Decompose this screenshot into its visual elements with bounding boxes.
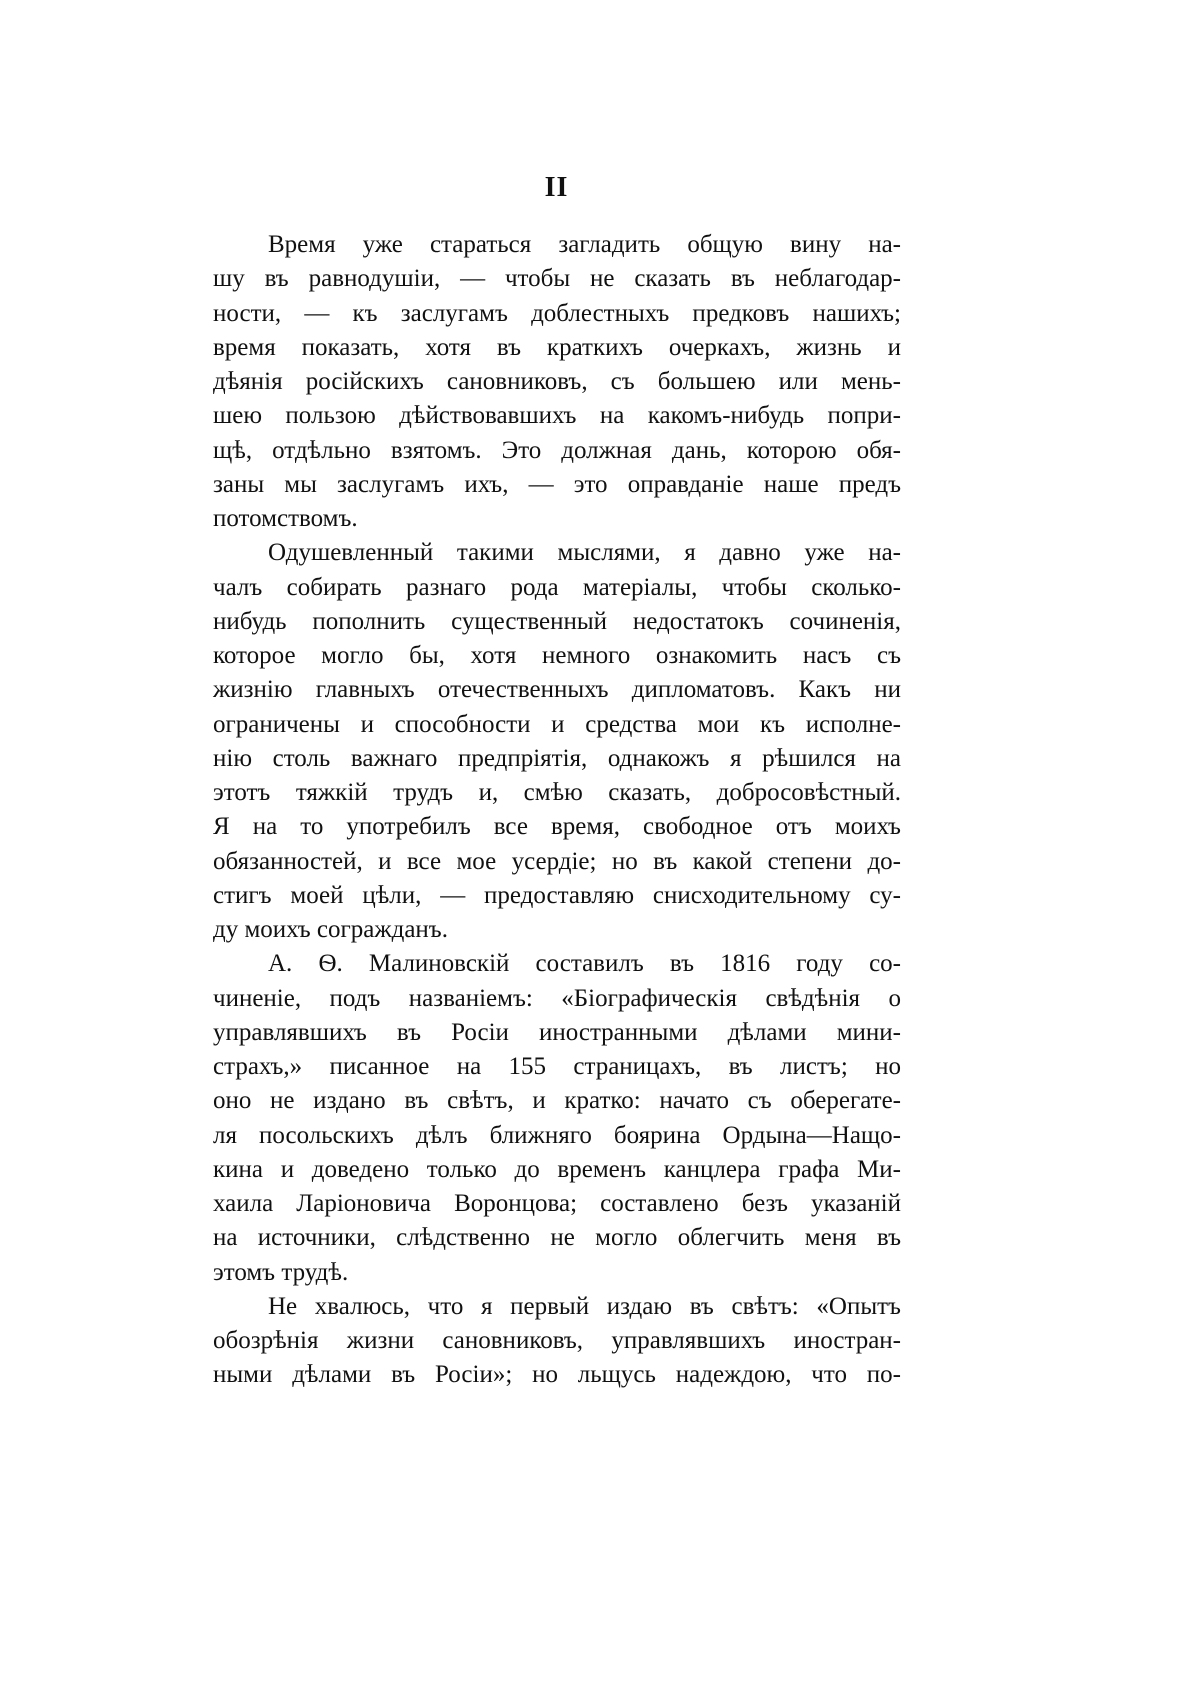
text-line: оно не издано въ свѣтъ, и кратко: начато съ оберегате- bbox=[213, 1087, 901, 1115]
text-line: управлявшихъ въ Росіи иностранными дѣлами мини- bbox=[213, 1018, 901, 1046]
text-line: потомствомъ. bbox=[213, 505, 358, 532]
page-body-text bbox=[213, 228, 901, 1393]
text-line: А. Ѳ. Малиновскій составилъ въ 1816 году со- bbox=[268, 950, 901, 978]
text-line: нію столь важнаго предпріятія, однакожъ я рѣшился на bbox=[213, 744, 901, 772]
text-line: дѣянія російскихъ сановниковъ, съ большею или мень- bbox=[213, 368, 901, 395]
text-line: ными дѣлами въ Росіи»; но льщусь надеждою, что по- bbox=[213, 1361, 901, 1389]
text-line: хаила Ларіоновича Воронцова; составлено безъ указаній bbox=[213, 1190, 901, 1217]
text-line: ля посольскихъ дѣлъ ближняго боярина Ордына—Нащо- bbox=[213, 1121, 901, 1149]
text-line: Не хвалюсь, что я первый издаю въ свѣтъ: «Опытъ bbox=[268, 1292, 901, 1320]
text-line: жизнію главныхъ отечественныхъ дипломатовъ. Какъ ни bbox=[213, 676, 901, 704]
text-line: кина и доведено только до временъ канцлера графа Ми- bbox=[213, 1155, 901, 1183]
text-line: шею пользою дѣйствовавшихъ на какомъ-нибудь попри- bbox=[213, 402, 901, 430]
text-line: обязанностей, и все мое усердіе; но въ какой степени до- bbox=[213, 847, 901, 875]
text-line: обозрѣнія жизни сановниковъ, управлявшихъ иностран- bbox=[213, 1327, 901, 1354]
text-line: Я на то употребилъ все время, свободное отъ моихъ bbox=[213, 813, 901, 841]
text-line: которое могло бы, хотя немного ознакомить насъ съ bbox=[213, 642, 901, 669]
text-line: нибудь пополнить существенный недостатокъ сочиненія, bbox=[213, 607, 901, 635]
text-line: на источники, слѣдственно не могло облегчить меня въ bbox=[213, 1224, 901, 1252]
text-line: этотъ тяжкій трудъ и, смѣю сказать, добросовѣстный. bbox=[213, 779, 901, 806]
page-number-header: II bbox=[544, 172, 569, 203]
text-line: чалъ собирать разнаго рода матеріалы, чтобы сколько- bbox=[213, 573, 901, 601]
text-line: ности, — къ заслугамъ доблестныхъ предковъ нашихъ; bbox=[213, 299, 901, 327]
text-line: этомъ трудѣ. bbox=[213, 1258, 349, 1286]
text-line: заны мы заслугамъ ихъ, — это оправданіе наше предъ bbox=[213, 470, 901, 498]
text-line: страхъ,» писанное на 155 страницахъ, въ листъ; но bbox=[213, 1053, 901, 1080]
text-line: щѣ, отдѣльно взятомъ. Это должная дань, которою обя- bbox=[213, 436, 901, 464]
text-line: время показать, хотя въ краткихъ очеркахъ, жизнь и bbox=[213, 333, 901, 361]
text-line: ограничены и способности и средства мои къ исполне- bbox=[213, 710, 901, 738]
text-line: стигъ моей цѣли, — предоставляю снисходительному су- bbox=[213, 881, 901, 909]
text-line: ду моихъ согражданъ. bbox=[213, 916, 448, 943]
text-line: Время уже стараться загладить общую вину на- bbox=[268, 231, 901, 258]
text-line: шу въ равнодушіи, — чтобы не сказать въ неблагодар- bbox=[213, 265, 901, 293]
text-line: Одушевленный такими мыслями, я давно уже на- bbox=[268, 539, 901, 567]
text-line: чиненіе, подъ названіемъ: «Біографическія свѣдѣнія о bbox=[213, 984, 901, 1012]
